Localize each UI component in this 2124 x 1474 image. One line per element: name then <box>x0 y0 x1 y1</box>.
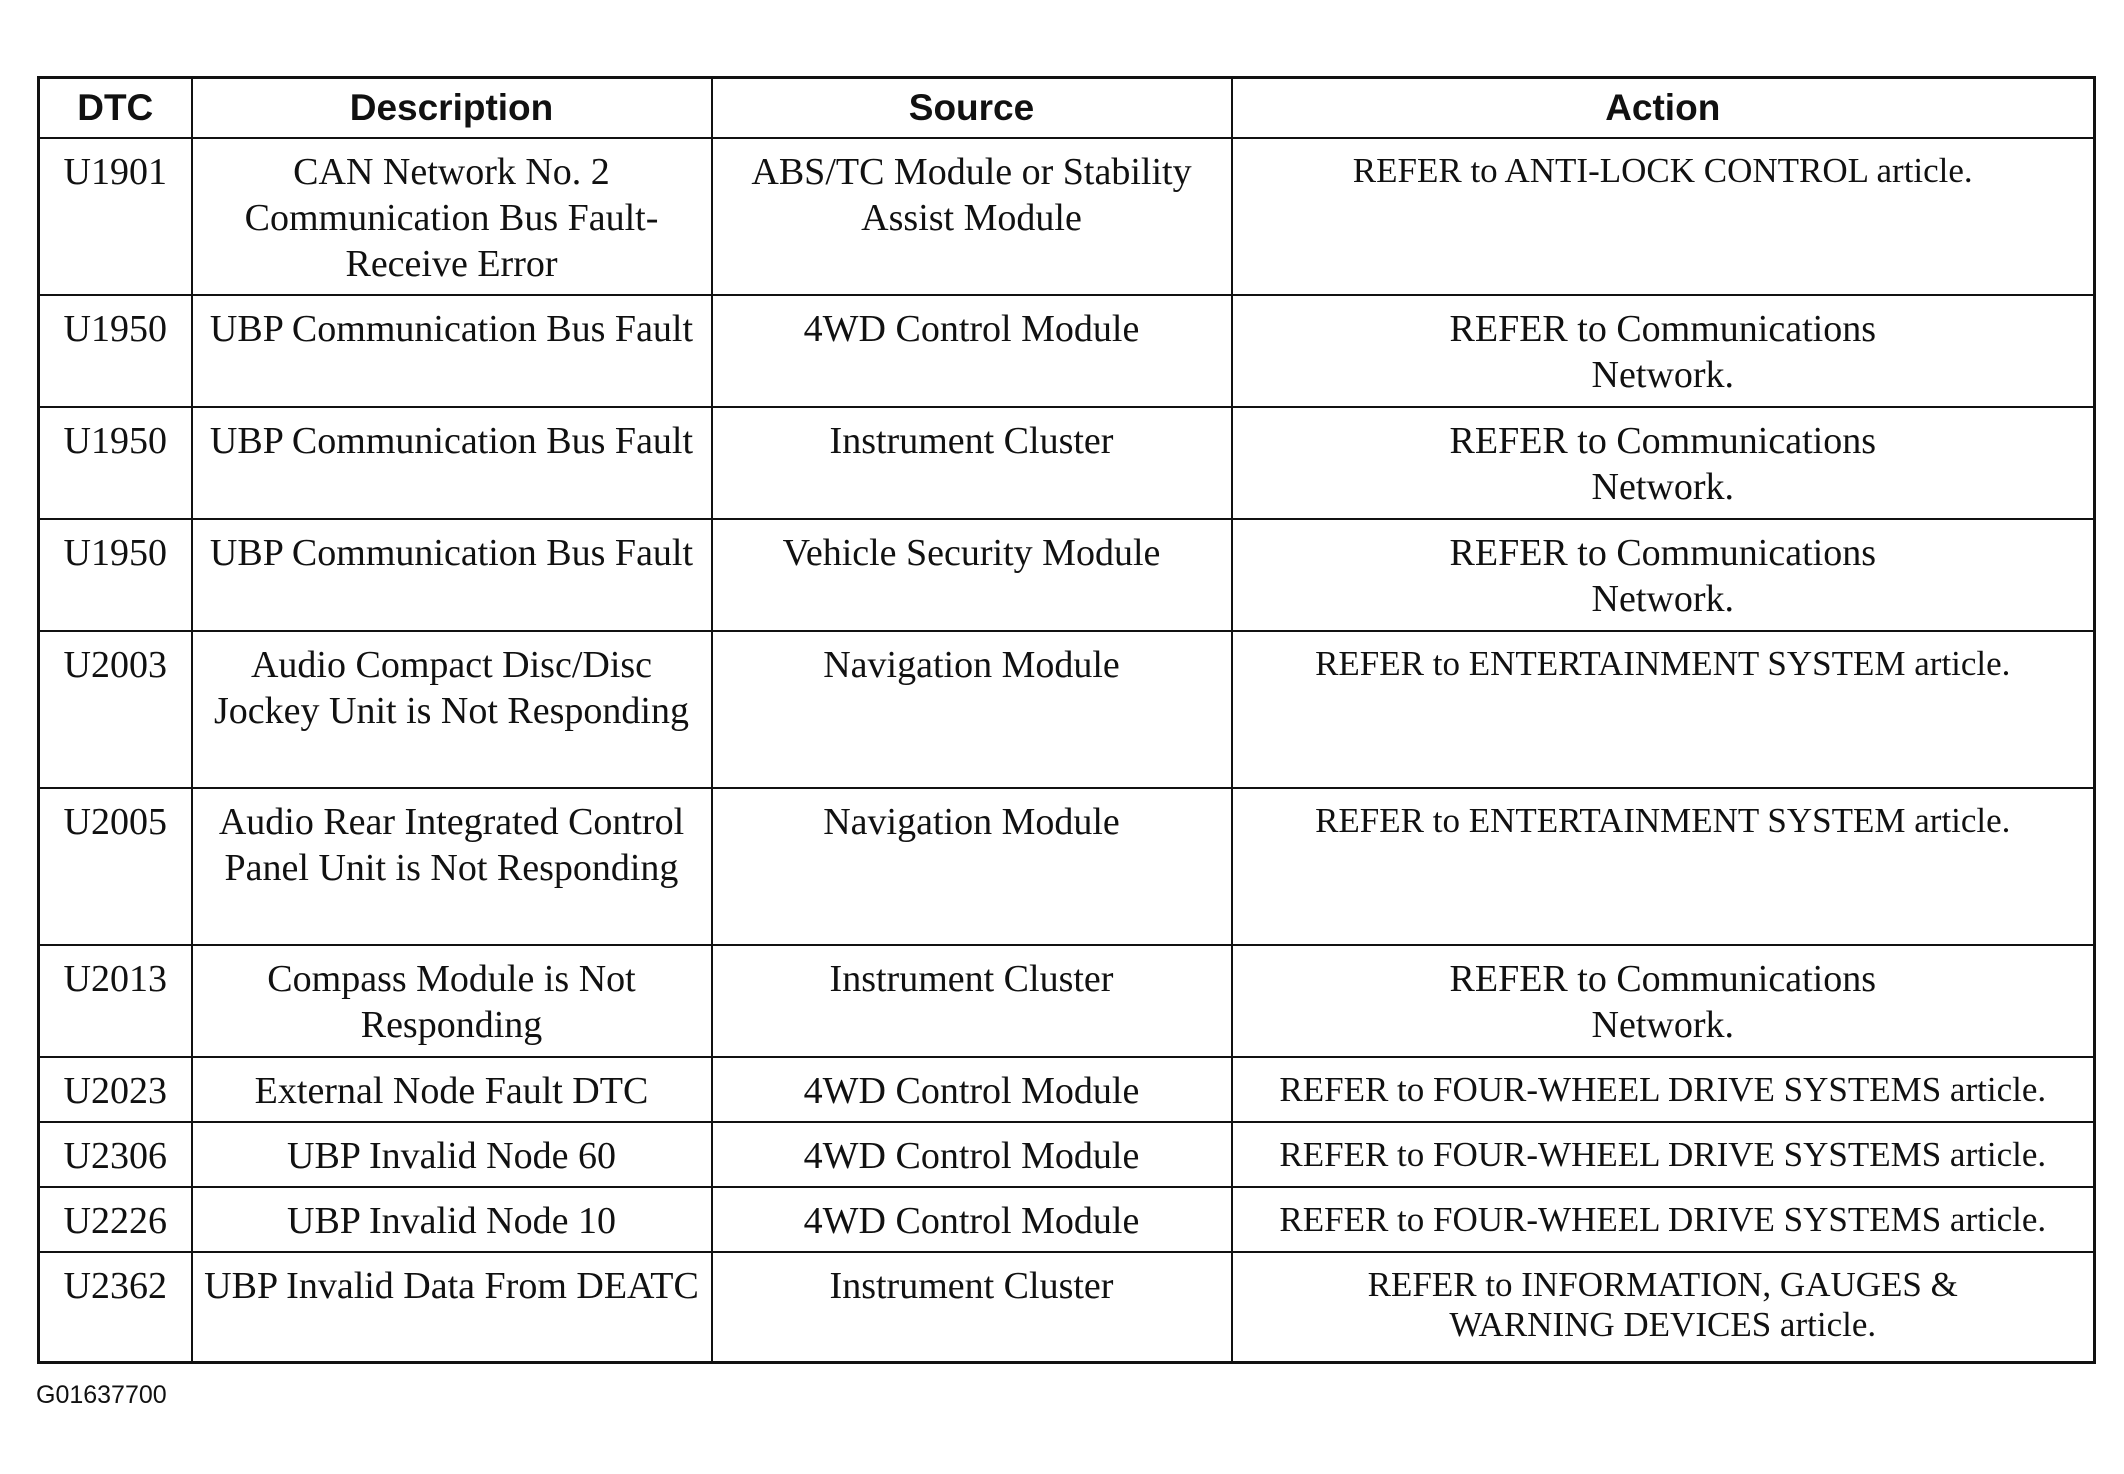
header-source: Source <box>712 78 1232 139</box>
action-cell: REFER to ENTERTAINMENT SYSTEM article. <box>1232 631 2095 788</box>
header-row <box>39 78 2095 139</box>
source-cell: 4WD Control Module <box>712 1057 1232 1122</box>
action-cell: REFER to INFORMATION, GAUGES & WARNING DEVICES article. <box>1232 1252 2095 1362</box>
dtc-cell: U1950 <box>39 519 192 631</box>
source-cell: Navigation Module <box>712 788 1232 945</box>
source-cell: ABS/TC Module or Stability Assist Module <box>712 138 1232 295</box>
description-cell: UBP Invalid Data From DEATC <box>192 1252 712 1362</box>
source-cell: 4WD Control Module <box>712 1122 1232 1187</box>
dtc-cell: U2362 <box>39 1252 192 1362</box>
table-row <box>39 1187 2095 1252</box>
dtc-cell: U2023 <box>39 1057 192 1122</box>
table-row <box>39 519 2095 631</box>
dtc-cell: U2005 <box>39 788 192 945</box>
table-row <box>39 631 2095 788</box>
source-cell: Navigation Module <box>712 631 1232 788</box>
source-cell: 4WD Control Module <box>712 1187 1232 1252</box>
source-cell: Vehicle Security Module <box>712 519 1232 631</box>
header-description: Description <box>192 78 712 139</box>
dtc-cell: U2226 <box>39 1187 192 1252</box>
dtc-cell: U2003 <box>39 631 192 788</box>
table-row <box>39 407 2095 519</box>
action-cell: REFER to FOUR-WHEEL DRIVE SYSTEMS article. <box>1232 1187 2095 1252</box>
action-cell: REFER to Communications Network. <box>1232 519 2095 631</box>
action-cell: REFER to Communications Network. <box>1232 407 2095 519</box>
dtc-table <box>37 76 2096 1364</box>
action-cell: REFER to FOUR-WHEEL DRIVE SYSTEMS article. <box>1232 1057 2095 1122</box>
dtc-cell: U2306 <box>39 1122 192 1187</box>
table-row <box>39 945 2095 1057</box>
action-cell: REFER to ANTI-LOCK CONTROL article. <box>1232 138 2095 295</box>
dtc-cell: U1950 <box>39 295 192 407</box>
figure-id: G01637700 <box>36 1381 167 1409</box>
description-cell: Compass Module is Not Responding <box>192 945 712 1057</box>
source-cell: 4WD Control Module <box>712 295 1232 407</box>
description-cell: External Node Fault DTC <box>192 1057 712 1122</box>
action-cell: REFER to FOUR-WHEEL DRIVE SYSTEMS article. <box>1232 1122 2095 1187</box>
table-row <box>39 1122 2095 1187</box>
table-row <box>39 1057 2095 1122</box>
header-dtc: DTC <box>39 78 192 139</box>
description-cell: UBP Communication Bus Fault <box>192 295 712 407</box>
dtc-cell: U2013 <box>39 945 192 1057</box>
dtc-cell: U1901 <box>39 138 192 295</box>
table-row <box>39 1252 2095 1362</box>
source-cell: Instrument Cluster <box>712 407 1232 519</box>
table-row <box>39 788 2095 945</box>
description-cell: UBP Invalid Node 10 <box>192 1187 712 1252</box>
header-action: Action <box>1232 78 2095 139</box>
description-cell: Audio Rear Integrated Control Panel Unit is Not Responding <box>192 788 712 945</box>
description-cell: UBP Communication Bus Fault <box>192 407 712 519</box>
description-cell: CAN Network No. 2 Communication Bus Fault-Receive Error <box>192 138 712 295</box>
description-cell: UBP Communication Bus Fault <box>192 519 712 631</box>
description-cell: UBP Invalid Node 60 <box>192 1122 712 1187</box>
source-cell: Instrument Cluster <box>712 945 1232 1057</box>
action-cell: REFER to Communications Network. <box>1232 945 2095 1057</box>
table-row <box>39 138 2095 295</box>
action-cell: REFER to ENTERTAINMENT SYSTEM article. <box>1232 788 2095 945</box>
table-row <box>39 295 2095 407</box>
source-cell: Instrument Cluster <box>712 1252 1232 1362</box>
action-cell: REFER to Communications Network. <box>1232 295 2095 407</box>
description-cell: Audio Compact Disc/Disc Jockey Unit is Not Responding <box>192 631 712 788</box>
dtc-cell: U1950 <box>39 407 192 519</box>
